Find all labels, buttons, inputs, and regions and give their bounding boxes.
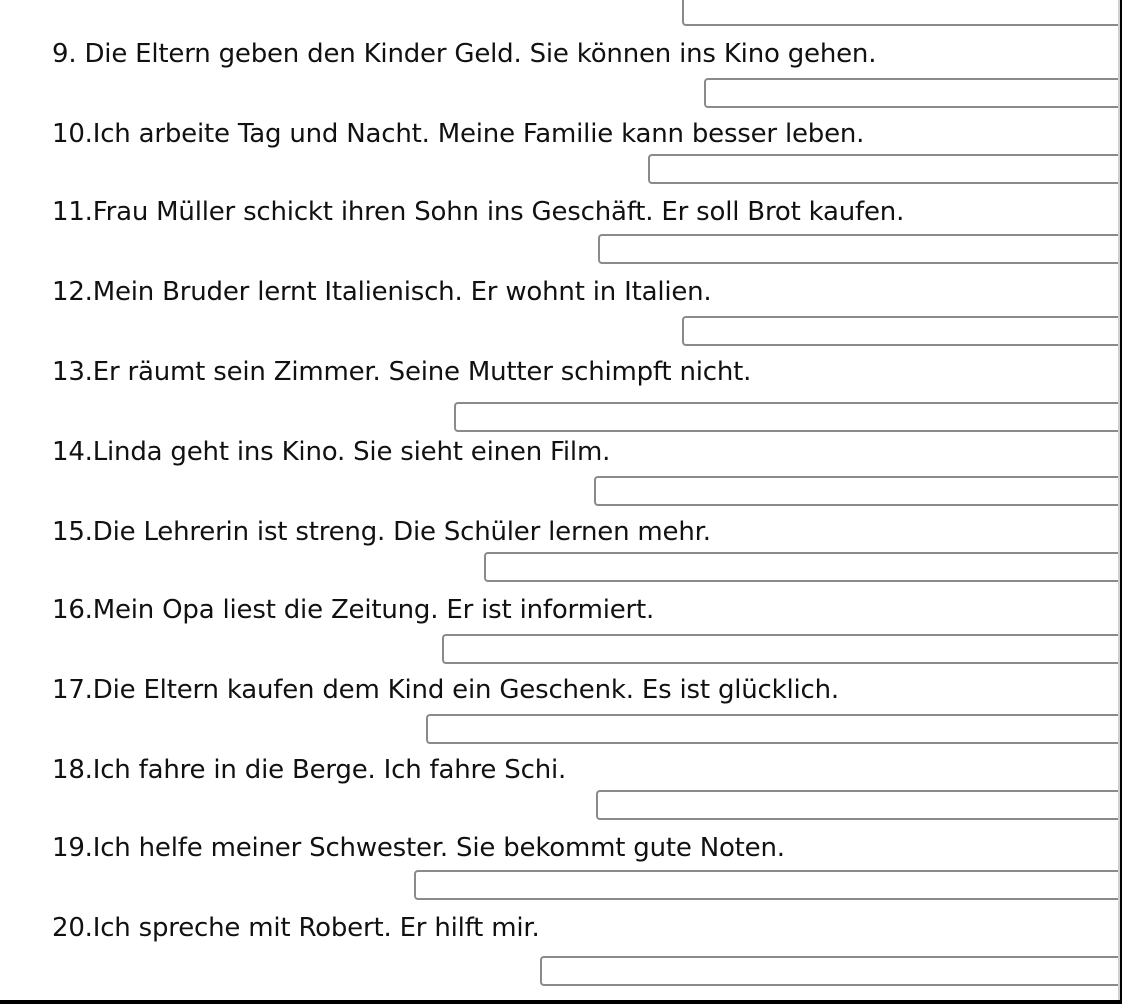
answer-box[interactable] — [704, 78, 1120, 108]
answer-box[interactable] — [442, 634, 1120, 664]
answer-box[interactable] — [682, 316, 1120, 346]
exercise-sentence: 16.Mein Opa liest die Zeitung. Er ist informiert. — [52, 595, 655, 625]
answer-box[interactable] — [598, 234, 1120, 264]
exercise-sentence: 13.Er räumt sein Zimmer. Seine Mutter schimpft nicht. — [52, 357, 752, 387]
exercise-sentence: 17.Die Eltern kaufen dem Kind ein Geschenk. Es ist glücklich. — [52, 675, 839, 705]
answer-box[interactable] — [682, 0, 1120, 26]
answer-box[interactable] — [484, 552, 1120, 582]
answer-box[interactable] — [414, 870, 1120, 900]
answer-box[interactable] — [454, 402, 1120, 432]
exercise-sentence: 10.Ich arbeite Tag und Nacht. Meine Familie kann besser leben. — [52, 119, 865, 149]
exercise-sentence: 11.Frau Müller schickt ihren Sohn ins Geschäft. Er soll Brot kaufen. — [52, 197, 905, 227]
answer-box[interactable] — [596, 790, 1120, 820]
exercise-sentence: 20.Ich spreche mit Robert. Er hilft mir. — [52, 913, 540, 943]
answer-box[interactable] — [426, 714, 1120, 744]
exercise-sentence: 18.Ich fahre in die Berge. Ich fahre Schi. — [52, 755, 567, 785]
exercise-sentence: 19.Ich helfe meiner Schwester. Sie bekommt gute Noten. — [52, 833, 785, 863]
answer-box[interactable] — [540, 956, 1120, 986]
exercise-sentence: 15.Die Lehrerin ist streng. Die Schüler lernen mehr. — [52, 517, 711, 547]
answer-box[interactable] — [648, 154, 1120, 184]
exercise-sentence: 12.Mein Bruder lernt Italienisch. Er wohnt in Italien. — [52, 277, 712, 307]
exercise-sentence: 14.Linda geht ins Kino. Sie sieht einen Film. — [52, 437, 611, 467]
answer-box[interactable] — [594, 476, 1120, 506]
exercise-sentence: 9. Die Eltern geben den Kinder Geld. Sie können ins Kino gehen. — [52, 39, 877, 69]
